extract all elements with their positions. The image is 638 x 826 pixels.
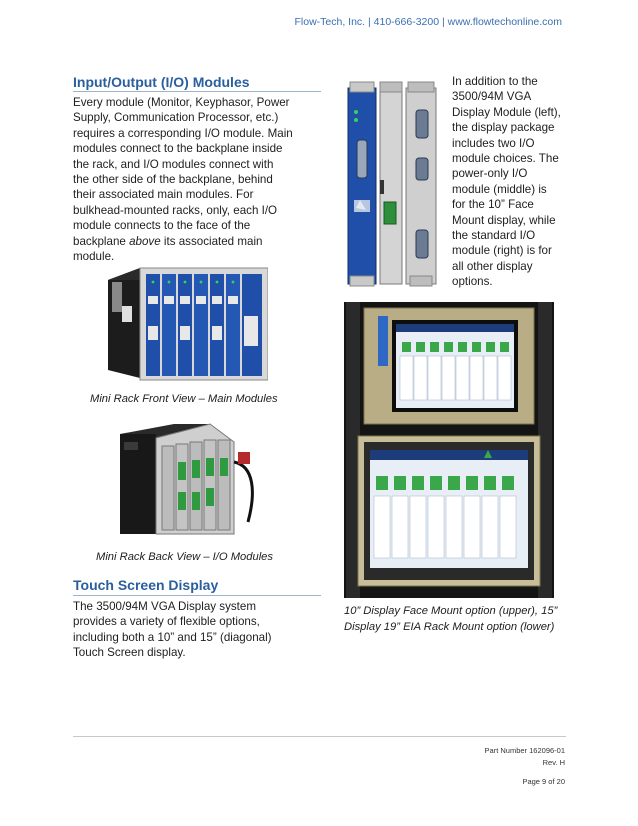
display-package-paragraph	[452, 74, 572, 290]
caption-back-view: Mini Rack Back View – I/O Modules	[96, 551, 273, 563]
part-number: Part Number 162096-01	[484, 746, 565, 755]
touch-heading-rule	[73, 595, 321, 596]
io-line: modules connect to the backplane inside	[73, 142, 283, 156]
touch-line: Touch Screen display.	[73, 646, 186, 660]
caption-display-line: 10” Display Face Mount option (upper), 15”	[344, 605, 558, 617]
right-line: module (middle) is	[452, 182, 547, 196]
io-line: bulkhead-mounted racks, only, each I/O	[73, 203, 278, 217]
right-line: Mount display, while	[452, 213, 556, 227]
right-line: options.	[452, 275, 493, 289]
io-line: the rack, and I/O modules connect with	[73, 157, 274, 171]
emphasis-above: above	[129, 234, 161, 248]
right-line: In addition to the	[452, 75, 538, 88]
io-modules-photo	[344, 80, 444, 288]
right-line: module (right) is for	[452, 244, 552, 258]
io-line: module.	[73, 250, 115, 264]
right-line: all other display	[452, 259, 533, 273]
right-line: Display Module (left),	[452, 105, 561, 119]
touch-display-photo	[344, 302, 554, 598]
page-number: Page 9 of 20	[522, 777, 565, 786]
caption-display-line: Display 19” EIA Rack Mount option (lower)	[344, 621, 555, 633]
io-line: Every module (Monitor, Keyphasor, Power	[73, 96, 290, 109]
caption-display-options	[344, 603, 574, 635]
io-line-emphasis: backplane above its associated main	[73, 234, 263, 248]
touch-line: The 3500/94M VGA Display system	[73, 600, 257, 613]
right-line: 3500/94M VGA	[452, 90, 532, 104]
caption-front-view: Mini Rack Front View – Main Modules	[90, 393, 278, 405]
right-line: module choices. The	[452, 152, 559, 166]
right-line: power-only I/O	[452, 167, 528, 181]
io-heading-rule	[73, 91, 321, 92]
revision: Rev. H	[542, 758, 565, 767]
page-header: Flow-Tech, Inc. | 410-666-3200 | www.flowtechonline.com	[294, 16, 562, 28]
io-modules-paragraph	[73, 95, 323, 264]
footer-rule	[73, 736, 566, 737]
io-line: their associated main modules. For	[73, 188, 254, 202]
io-line: the other side of the backplane, behind	[73, 173, 273, 187]
io-line: module connects to the face of the	[73, 219, 251, 233]
touch-line: provides a variety of flexible options,	[73, 615, 260, 629]
touch-screen-heading: Touch Screen Display	[73, 577, 219, 593]
mini-rack-back-photo	[114, 422, 264, 540]
io-modules-heading: Input/Output (I/O) Modules	[73, 74, 250, 90]
right-line: for the 10” Face	[452, 198, 534, 212]
right-line: the standard I/O	[452, 229, 536, 243]
touch-screen-paragraph	[73, 599, 323, 661]
mini-rack-front-photo	[108, 266, 268, 384]
right-line: the display package	[452, 121, 555, 135]
io-line: requires a corresponding I/O module. Main	[73, 126, 293, 140]
touch-line: including both a 10” and 15” (diagonal)	[73, 630, 272, 644]
io-line: Supply, Communication Processor, etc.)	[73, 111, 279, 125]
right-line: includes two I/O	[452, 136, 535, 150]
